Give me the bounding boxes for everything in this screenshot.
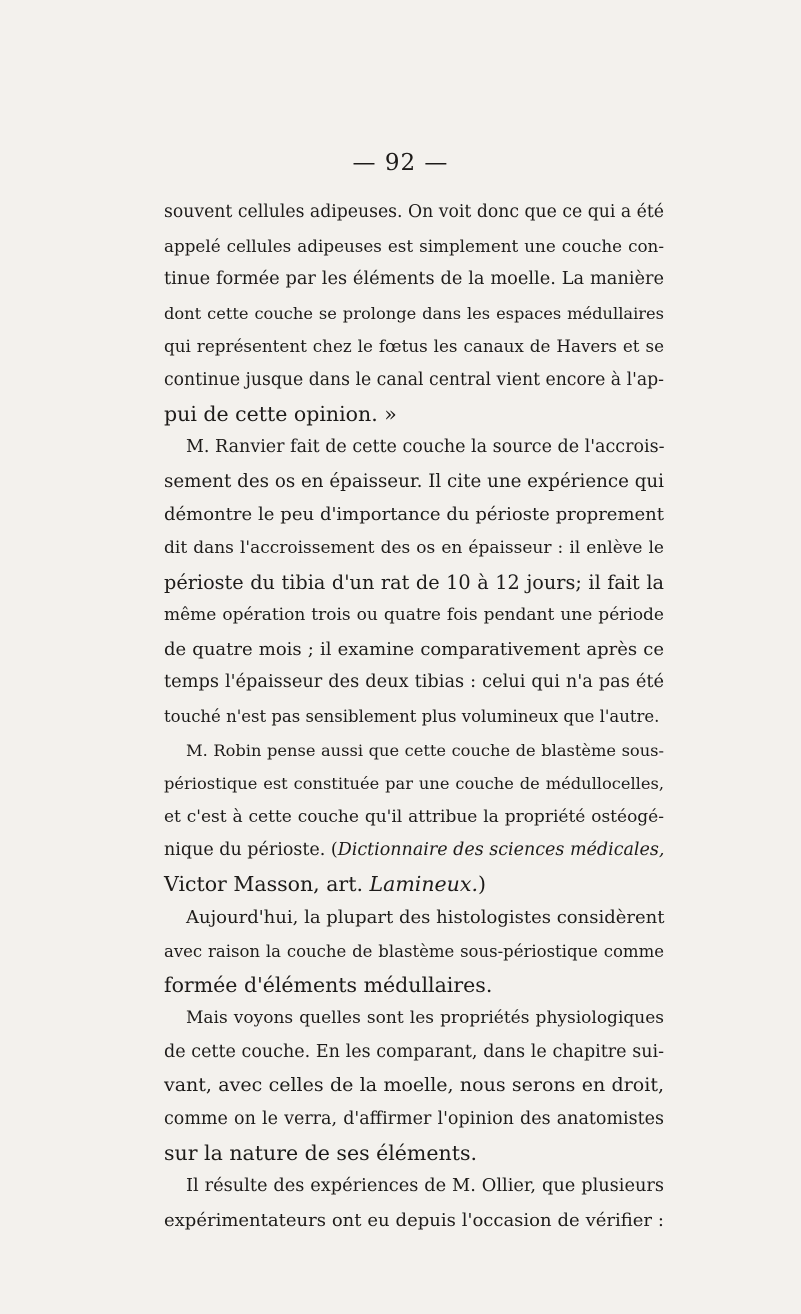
text-line: sement des os en épaisseur. Il cite une expérience qui [164,470,664,492]
text-line: démontre le peu d'importance du périoste proprement [164,504,664,526]
text-segment: ) [477,871,486,896]
text-line: périoste du tibia d'un rat de 10 à 12 jours; il fait la [164,570,664,594]
text-line: tinue formée par les éléments de la moelle. La manière [164,269,664,290]
text-line: Mais voyons quelles sont les propriétés physiologiques [186,1008,664,1029]
text-line: avec raison la couche de blastème sous-périostique comme [164,942,664,962]
italic-title: Lamineux. [369,871,478,896]
text-line: dit dans l'accroissement des os en épaisseur : il enlève le [164,537,664,558]
text-line: M. Ranvier fait de cette couche la source de l'accrois- [186,437,665,458]
page-number: — 92 — [352,150,449,176]
text-segment: Victor Masson, art. [164,871,370,896]
text-line: Aujourd'hui, la plupart des histologistes considèrent [186,907,665,929]
text-line: temps l'épaisseur des deux tibias : celui qui n'a pas été [164,672,664,693]
text-line: et c'est à cette couche qu'il attribue la propriété ostéogé- [164,806,664,827]
text-line: M. Robin pense aussi que cette couche de blastème sous- [186,740,664,760]
text-line: de cette couche. En les comparant, dans le chapitre sui- [164,1041,664,1062]
text-line: touché n'est pas sensiblement plus volumineux que l'autre. [164,706,660,726]
italic-title: Dictionnaire des sciences médicales, [337,840,665,861]
text-line: même opération trois ou quatre fois pendant une période [164,605,664,626]
text-line: comme on le verra, d'affirmer l'opinion des anatomistes [164,1109,664,1130]
text-line: dont cette couche se prolonge dans les espaces médullaires [164,303,664,323]
text-line: appelé cellules adipeuses est simplement une couche con- [164,235,664,256]
text-segment: nique du périoste. ( [164,840,338,861]
text-line: périostique est constituée par une couche de médullocelles, [164,774,664,794]
text-line: continue jusque dans le canal central vient encore à l'ap- [164,369,664,390]
text-line: vant, avec celles de la moelle, nous serons en droit, [164,1074,664,1097]
text-line: formée d'éléments médullaires. [164,972,493,997]
text-line: Il résulte des expériences de M. Ollier, que plusieurs [186,1176,664,1197]
body-text [164,196,664,1237]
text-line-citation [164,834,664,868]
text-line: qui représentent chez le fœtus les canaux de Havers et se [164,336,664,357]
text-line: sur la nature de ses éléments. [164,1140,477,1165]
text-line: pui de cette opinion. » [164,401,397,426]
text-line: expérimentateurs ont eu depuis l'occasion de vérifier : [164,1209,664,1231]
text-line: de quatre mois ; il examine comparativement après ce [164,638,664,660]
text-line: souvent cellules adipeuses. On voit donc que ce qui a été [164,202,664,222]
text-line-citation [164,868,664,902]
